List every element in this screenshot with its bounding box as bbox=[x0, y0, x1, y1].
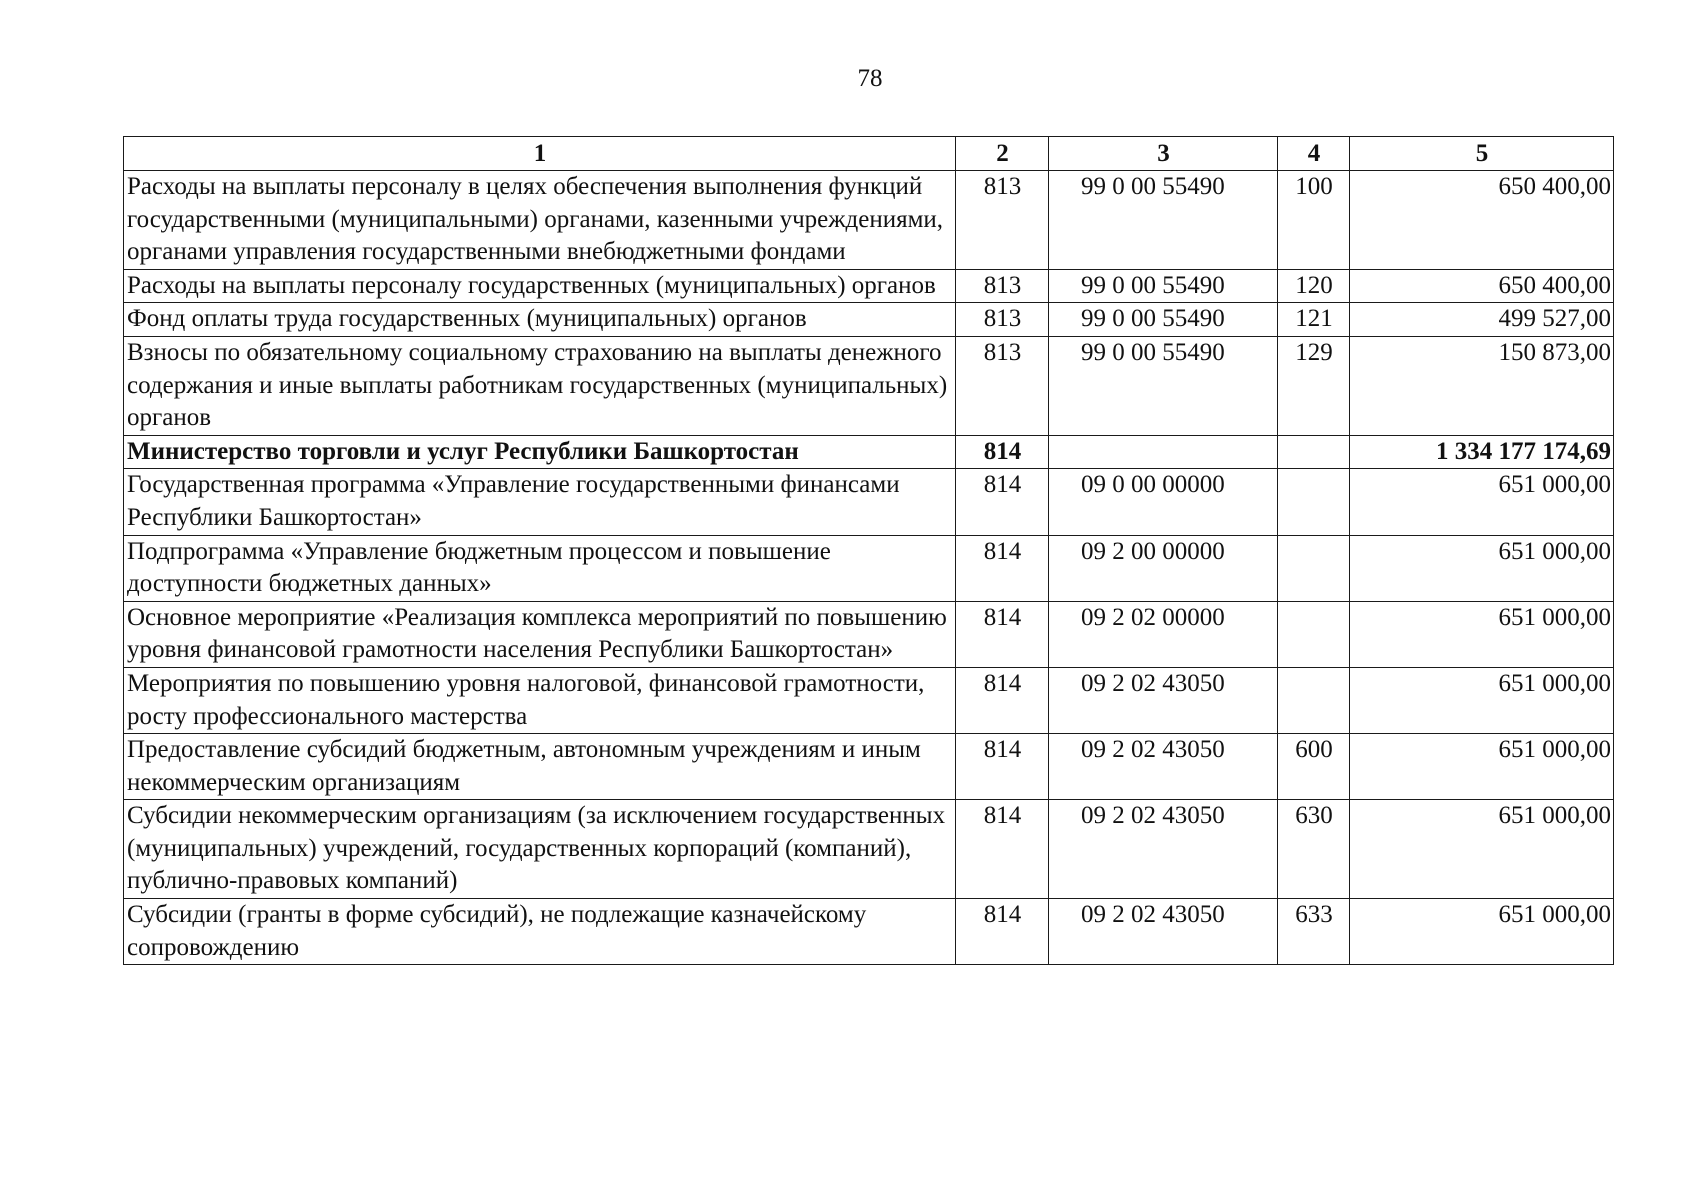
table-row bbox=[124, 667, 1614, 733]
row-expense-type-cell bbox=[1278, 667, 1350, 733]
table-row bbox=[124, 734, 1614, 800]
row-amount-cell: 651 000,00 bbox=[1350, 535, 1614, 601]
row-expense-type-cell: 121 bbox=[1278, 303, 1350, 337]
row-name-cell: Мероприятия по повышению уровня налоговой, финансовой грамотности, росту профессионального мастерства bbox=[124, 667, 956, 733]
header-row bbox=[124, 137, 1614, 171]
row-name-cell: Министерство торговли и услуг Республики Башкортостан bbox=[124, 435, 956, 469]
row-amount-cell: 499 527,00 bbox=[1350, 303, 1614, 337]
table-row bbox=[124, 899, 1614, 965]
row-expense-type-cell bbox=[1278, 535, 1350, 601]
row-name-cell: Взносы по обязательному социальному страхованию на выплаты денежного содержания и иные выплаты работникам государственных (муниципальных) органов bbox=[124, 336, 956, 435]
row-amount-cell: 650 400,00 bbox=[1350, 269, 1614, 303]
page-number: 78 bbox=[857, 65, 883, 92]
row-ministry-code-cell: 813 bbox=[956, 171, 1049, 270]
row-expense-type-cell bbox=[1278, 469, 1350, 535]
table-row bbox=[124, 435, 1614, 469]
row-ministry-code-cell: 813 bbox=[956, 269, 1049, 303]
header-cell-4: 4 bbox=[1278, 137, 1350, 171]
row-target-article-cell: 09 2 02 43050 bbox=[1049, 667, 1278, 733]
row-amount-cell: 1 334 177 174,69 bbox=[1350, 435, 1614, 469]
row-amount-cell: 651 000,00 bbox=[1350, 601, 1614, 667]
row-target-article-cell: 99 0 00 55490 bbox=[1049, 171, 1278, 270]
row-amount-cell: 651 000,00 bbox=[1350, 469, 1614, 535]
table-row bbox=[124, 535, 1614, 601]
header-cell-3: 3 bbox=[1049, 137, 1278, 171]
row-amount-cell: 150 873,00 bbox=[1350, 336, 1614, 435]
row-ministry-code-cell: 814 bbox=[956, 667, 1049, 733]
row-expense-type-cell bbox=[1278, 601, 1350, 667]
row-name-cell: Основное мероприятие «Реализация комплекса мероприятий по повышению уровня финансовой грамотности населения Республики Башкортостан» bbox=[124, 601, 956, 667]
row-ministry-code-cell: 814 bbox=[956, 535, 1049, 601]
row-name-cell: Фонд оплаты труда государственных (муниципальных) органов bbox=[124, 303, 956, 337]
table-row bbox=[124, 336, 1614, 435]
row-expense-type-cell: 100 bbox=[1278, 171, 1350, 270]
row-expense-type-cell bbox=[1278, 435, 1350, 469]
row-ministry-code-cell: 814 bbox=[956, 601, 1049, 667]
table-row bbox=[124, 303, 1614, 337]
table-row bbox=[124, 601, 1614, 667]
row-ministry-code-cell: 813 bbox=[956, 336, 1049, 435]
row-name-cell: Субсидии некоммерческим организациям (за исключением государственных (муниципальных) учреждений, государственных корпораций (компаний), публично-правовых компаний) bbox=[124, 800, 956, 899]
row-ministry-code-cell: 813 bbox=[956, 303, 1049, 337]
table-row bbox=[124, 469, 1614, 535]
row-target-article-cell: 09 2 02 43050 bbox=[1049, 800, 1278, 899]
table-header bbox=[124, 137, 1614, 171]
row-target-article-cell: 09 2 02 43050 bbox=[1049, 734, 1278, 800]
table-row bbox=[124, 800, 1614, 899]
row-ministry-code-cell: 814 bbox=[956, 469, 1049, 535]
row-expense-type-cell: 630 bbox=[1278, 800, 1350, 899]
row-amount-cell: 651 000,00 bbox=[1350, 734, 1614, 800]
row-target-article-cell: 99 0 00 55490 bbox=[1049, 336, 1278, 435]
row-target-article-cell: 09 2 02 00000 bbox=[1049, 601, 1278, 667]
row-target-article-cell: 09 2 02 43050 bbox=[1049, 899, 1278, 965]
table-row bbox=[124, 171, 1614, 270]
row-target-article-cell: 09 2 00 00000 bbox=[1049, 535, 1278, 601]
row-name-cell: Предоставление субсидий бюджетным, автономным учреждениям и иным некоммерческим организациям bbox=[124, 734, 956, 800]
row-expense-type-cell: 633 bbox=[1278, 899, 1350, 965]
row-name-cell: Расходы на выплаты персоналу государственных (муниципальных) органов bbox=[124, 269, 956, 303]
row-target-article-cell: 99 0 00 55490 bbox=[1049, 269, 1278, 303]
row-expense-type-cell: 129 bbox=[1278, 336, 1350, 435]
row-ministry-code-cell: 814 bbox=[956, 435, 1049, 469]
header-cell-2: 2 bbox=[956, 137, 1049, 171]
row-amount-cell: 651 000,00 bbox=[1350, 899, 1614, 965]
row-target-article-cell: 99 0 00 55490 bbox=[1049, 303, 1278, 337]
row-amount-cell: 651 000,00 bbox=[1350, 800, 1614, 899]
row-target-article-cell bbox=[1049, 435, 1278, 469]
row-name-cell: Государственная программа «Управление государственными финансами Республики Башкортостан» bbox=[124, 469, 956, 535]
row-expense-type-cell: 600 bbox=[1278, 734, 1350, 800]
row-name-cell: Субсидии (гранты в форме субсидий), не подлежащие казначейскому сопровождению bbox=[124, 899, 956, 965]
row-name-cell: Подпрограмма «Управление бюджетным процессом и повышение доступности бюджетных данных» bbox=[124, 535, 956, 601]
row-target-article-cell: 09 0 00 00000 bbox=[1049, 469, 1278, 535]
budget-table bbox=[123, 136, 1614, 965]
table-body bbox=[124, 171, 1614, 965]
row-ministry-code-cell: 814 bbox=[956, 899, 1049, 965]
header-cell-1: 1 bbox=[124, 137, 956, 171]
row-amount-cell: 650 400,00 bbox=[1350, 171, 1614, 270]
row-expense-type-cell: 120 bbox=[1278, 269, 1350, 303]
row-ministry-code-cell: 814 bbox=[956, 800, 1049, 899]
row-ministry-code-cell: 814 bbox=[956, 734, 1049, 800]
header-cell-5: 5 bbox=[1350, 137, 1614, 171]
row-amount-cell: 651 000,00 bbox=[1350, 667, 1614, 733]
row-name-cell: Расходы на выплаты персоналу в целях обеспечения выполнения функций государственными (муниципальными) органами, казенными учреждениями, органами управления государственными внебюджетными фондами bbox=[124, 171, 956, 270]
table-row bbox=[124, 269, 1614, 303]
